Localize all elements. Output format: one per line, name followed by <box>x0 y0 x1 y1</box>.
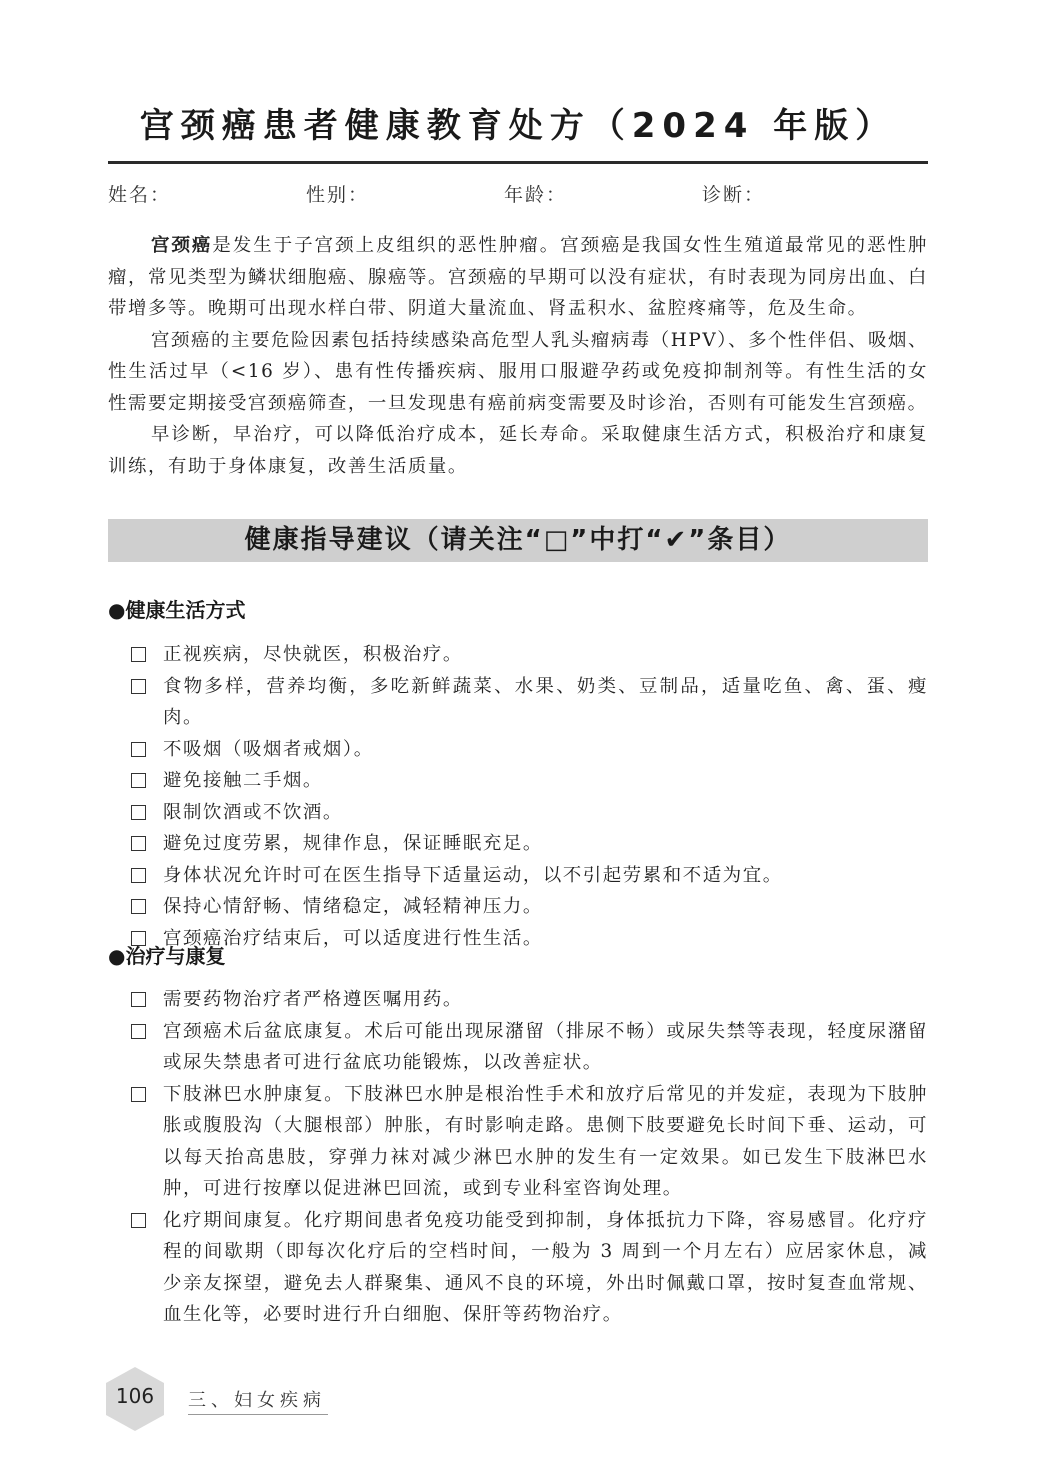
checkbox[interactable] <box>131 1087 146 1102</box>
checklist-item[interactable] <box>108 860 928 892</box>
checklist-item[interactable] <box>108 1205 928 1331</box>
checklist-item-text: 化疗期间康复。化疗期间患者免疫功能受到抑制，身体抵抗力下降，容易感冒。化疗疗程的间歇期（即每次化疗后的空档时间，一般为 3 周到一个月左右）应居家休息，减少亲友探望，避免去人群聚集、通风不良的环境，外出时佩戴口罩，按时复查血常规、血生化等，必要时进行升白细胞、保肝等药物治疗。 <box>163 1209 928 1325</box>
checkmark-symbol-icon: ✔ <box>664 525 689 555</box>
banner-middle: ”中打“ <box>570 525 665 555</box>
patient-info-fields <box>108 180 928 208</box>
checklist-item[interactable] <box>108 797 928 829</box>
section-heading-lifestyle: ●健康生活方式 <box>108 598 246 622</box>
checklist-item-text: 保持心情舒畅、情绪稳定，减轻精神压力。 <box>163 896 543 917</box>
intro-text <box>108 230 928 482</box>
footer-divider <box>188 1414 328 1415</box>
checklist-item[interactable] <box>108 923 928 955</box>
checklist-item[interactable] <box>108 828 928 860</box>
gender-field-label: 性别： <box>306 184 370 206</box>
banner-suffix: ”条目） <box>688 525 792 555</box>
checkbox[interactable] <box>131 1213 146 1228</box>
checklist-item-text: 下肢淋巴水肿康复。下肢淋巴水肿是根治性手术和放疗后常见的并发症，表现为下肢肿胀或腹股沟（大腿根部）肿胀，有时影响走路。患侧下肢要避免长时间下垂、运动，可以每天抬高患肢，穿弹力袜对减少淋巴水肿的发生有一定效果。如已发生下肢淋巴水肿，可进行按摩以促进淋巴回流，或到专业科室咨询处理。 <box>163 1083 928 1199</box>
checkbox[interactable] <box>131 805 146 820</box>
intro-paragraph-1 <box>108 230 928 325</box>
title-divider <box>108 161 928 164</box>
intro-paragraph-2: 宫颈癌的主要危险因素包括持续感染高危型人乳头瘤病毒（HPV）、多个性伴侣、吸烟、性生活过早（<16 岁）、患有性传播疾病、服用口服避孕药或免疫抑制剂等。有性生活的女性需要定期接受宫颈癌筛查，一旦发现患有癌前病变需要及时诊治，否则有可能发生宫颈癌。 <box>108 329 928 414</box>
banner-prefix: 健康指导建议（请关注“ <box>244 525 544 555</box>
checkbox[interactable] <box>131 742 146 757</box>
checkbox[interactable] <box>131 836 146 851</box>
intro-lead-term: 宫颈癌 <box>151 235 213 256</box>
intro-paragraph-1-text: 是发生于子宫颈上皮组织的恶性肿瘤。宫颈癌是我国女性生殖道最常见的恶性肿瘤，常见类型为鳞状细胞癌、腺癌等。宫颈癌的早期可以没有症状，有时表现为同房出血、白带增多等。晚期可出现水样白带、阴道大量流血、肾盂积水、盆腔疼痛等，危及生命。 <box>108 235 928 319</box>
guidance-banner <box>108 519 928 562</box>
checkbox[interactable] <box>131 899 146 914</box>
checklist-item[interactable] <box>108 891 928 923</box>
checkbox[interactable] <box>131 773 146 788</box>
checklist-item-text: 身体状况允许时可在医生指导下适量运动，以不引起劳累和不适为宜。 <box>163 864 783 886</box>
diagnosis-field-label: 诊断： <box>702 184 766 206</box>
checklist-item-text: 需要药物治疗者严格遵医嘱用药。 <box>163 989 463 1010</box>
checkbox-symbol-icon: □ <box>543 525 571 555</box>
checklist-item-text: 宫颈癌治疗结束后，可以适度进行性生活。 <box>163 927 543 949</box>
checkbox[interactable] <box>131 679 146 694</box>
section-heading-treatment: ●治疗与康复 <box>108 944 226 968</box>
checkbox[interactable] <box>131 1024 146 1039</box>
checkbox[interactable] <box>131 992 146 1007</box>
age-field-label: 年龄： <box>504 184 568 206</box>
checklist-item[interactable] <box>108 639 928 671</box>
checklist-item-text: 限制饮酒或不饮酒。 <box>163 801 343 823</box>
document-title: 宫颈癌患者健康教育处方（2024 年版） <box>139 106 897 146</box>
checklist-item-text: 食物多样，营养均衡，多吃新鲜蔬菜、水果、奶类、豆制品，适量吃鱼、禽、蛋、瘦肉。 <box>163 675 928 728</box>
checklist-item-text: 宫颈癌术后盆底康复。术后可能出现尿潴留（排尿不畅）或尿失禁等表现，轻度尿潴留或尿失禁患者可进行盆底功能锻炼，以改善症状。 <box>163 1020 928 1073</box>
page-number: 106 <box>115 1384 155 1408</box>
checklist-item[interactable] <box>108 1016 928 1079</box>
checkbox[interactable] <box>131 647 146 662</box>
lifestyle-checklist <box>108 639 928 954</box>
checklist-item[interactable] <box>108 984 928 1016</box>
checkbox[interactable] <box>131 868 146 883</box>
checklist-item[interactable] <box>108 1079 928 1205</box>
checklist-item-text: 避免过度劳累，规律作息，保证睡眠充足。 <box>163 833 543 854</box>
intro-paragraph-3: 早诊断，早治疗，可以降低治疗成本，延长寿命。采取健康生活方式，积极治疗和康复训练，有助于身体康复，改善生活质量。 <box>108 424 928 477</box>
checklist-item-text: 不吸烟（吸烟者戒烟）。 <box>163 738 374 760</box>
checklist-item-text: 正视疾病，尽快就医，积极治疗。 <box>163 644 463 665</box>
checklist-item-text: 避免接触二手烟。 <box>163 770 323 791</box>
chapter-label: 三、妇女疾病 <box>188 1390 326 1411</box>
checklist-item[interactable] <box>108 734 928 766</box>
checklist-item[interactable] <box>108 671 928 734</box>
checklist-item[interactable] <box>108 765 928 797</box>
treatment-checklist <box>108 984 928 1331</box>
name-field-label: 姓名： <box>108 184 172 206</box>
